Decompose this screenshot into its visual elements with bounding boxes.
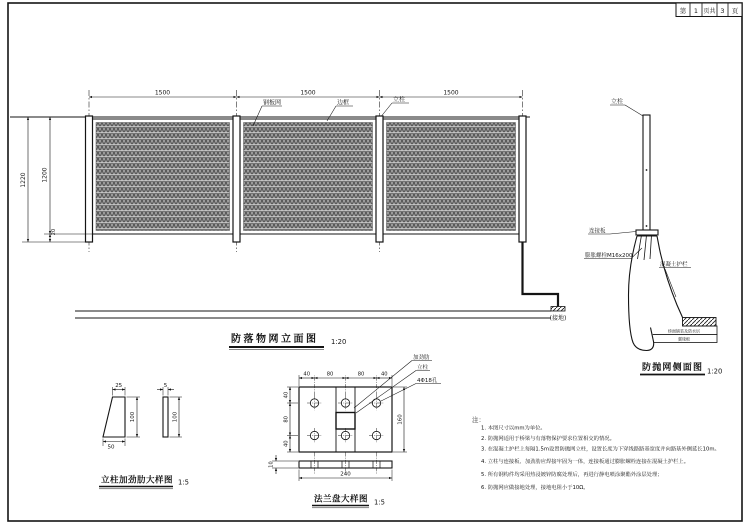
note-item-4: 4. 立柱与连接板、加劲肋应焊接牢固为一体，连接板通过膨胀螺栓连接在混凝土护栏上。 [481,459,690,465]
deck-layer-top-label: 桥面铺装及防水层 [668,328,700,334]
sheet-number-box [676,3,742,17]
dim-span-3: 1500 [443,89,459,97]
sheet-number: 1 [693,6,699,15]
side-view [584,98,722,376]
flange-title: 法兰盘大样图 [314,494,369,505]
flange-dim-t2: 80 [326,371,334,378]
flange-dim-l3: 40 [283,440,290,448]
stiffener-dim-bottom: 50 [107,444,115,451]
flange-dim-thickness: 10 [268,461,275,468]
flange-holes-label: 4Φ18孔 [417,378,438,384]
stiffener-dim-top: 25 [115,383,123,389]
flange-edge-view [269,453,393,475]
stiffener-scale: 1:5 [178,478,189,487]
barrier-label: 混凝土护栏 [660,262,688,268]
side-post-label: 立柱 [611,98,624,106]
pavement-hatch [683,318,717,327]
elevation-title-block [229,332,346,350]
sheet-prefix: 第 [679,6,687,15]
flange-title-block [312,494,385,508]
bolt-label: 膨胀螺栓M16x200 [585,253,633,259]
stiffener-detail [99,383,189,489]
grounding [75,242,566,322]
side-post [643,115,650,232]
flange-scale: 1:5 [374,498,385,507]
note-item-1: 1. 本图尺寸以mm为单位。 [481,425,546,432]
flange-dim-l1: 40 [283,391,290,399]
elevation-title: 防落物网立面图 [231,334,319,345]
post-label: 立柱 [393,96,406,104]
elevation-scale: 1:20 [331,338,347,346]
plate-label: 连接板 [589,228,606,235]
stiffener-dim-plate-h: 100 [172,411,179,423]
dim-height-inner: 1200 [41,167,49,183]
flange-dim-t4: 40 [380,371,388,378]
flange-dim-right: 160 [397,414,404,425]
flange-dim-l2: 80 [283,415,290,423]
flange-dim-bottom: 240 [340,471,351,478]
dim-bottom-offset: 20 [51,228,57,236]
flange-detail [269,353,442,508]
flange-dim-t3: 80 [357,371,365,378]
mesh-label: 钢板网 [263,99,282,107]
notes-block [472,415,720,491]
flange-right-dim [393,387,407,452]
note-item-6: 6. 防抛网应做接地处理，接地电阻小于10Ω。 [481,485,589,491]
elevation-top-dims [89,90,523,98]
stiffener-plate-shape [163,397,168,437]
flange-dim-t1: 40 [303,371,311,378]
sheet-total: 3 [720,6,725,15]
flange-stiffener-label: 加劲肋 [413,355,430,361]
sheet-suffix: 页 [731,6,739,15]
side-scale: 1:20 [707,367,723,376]
elevation-left-dims [20,117,92,242]
mesh-panel-3 [387,123,516,231]
side-title-block [640,361,722,376]
stiffener-title: 立柱加劲肋大样图 [101,475,174,486]
dim-height-outer: 1220 [20,172,27,188]
dim-span-2: 1500 [300,89,316,97]
deck-layer-bottom-label: 翼缘板 [678,336,690,342]
flange-bottom-dim [299,470,392,482]
connection-plate [636,230,658,235]
ground-symbol-icon [551,307,565,312]
notes-heading: 注： [472,416,485,424]
stiffener-dim-height: 100 [130,411,136,423]
stiffener-title-block [99,475,189,489]
side-title: 防抛网侧面图 [642,363,704,373]
note-item-3: 3. 在混凝土护栏上每隔1.5m设置防抛网立柱，设置长度为下穿线路路基宽度并向路基外侧延长10m。 [481,446,720,453]
mesh-panel-1 [96,123,230,231]
stiffener-dim-plate-w: 5 [163,383,168,389]
post-section [336,413,355,430]
mesh-panels [93,119,520,234]
mesh-panel-2 [244,123,373,231]
frame-label: 边框 [337,99,350,107]
ground-label: (接地) [549,315,567,322]
flange-left-dims [283,387,298,452]
note-item-2: 2. 防抛网适用于桥梁与有落物保护要求位置相交的情况。 [481,436,615,442]
stiffener-shape [103,397,125,437]
ground-wire [523,242,559,307]
note-item-5: 5. 所有钢构件均采用热浸镀锌防腐处理后，再进行静电喷涂聚酯外涂层处理； [481,472,663,478]
sheet-middle: 页共 [703,7,716,15]
dim-span-1: 1500 [154,89,171,97]
elevation-view [10,90,566,350]
flange-post-label: 立柱 [417,365,429,371]
